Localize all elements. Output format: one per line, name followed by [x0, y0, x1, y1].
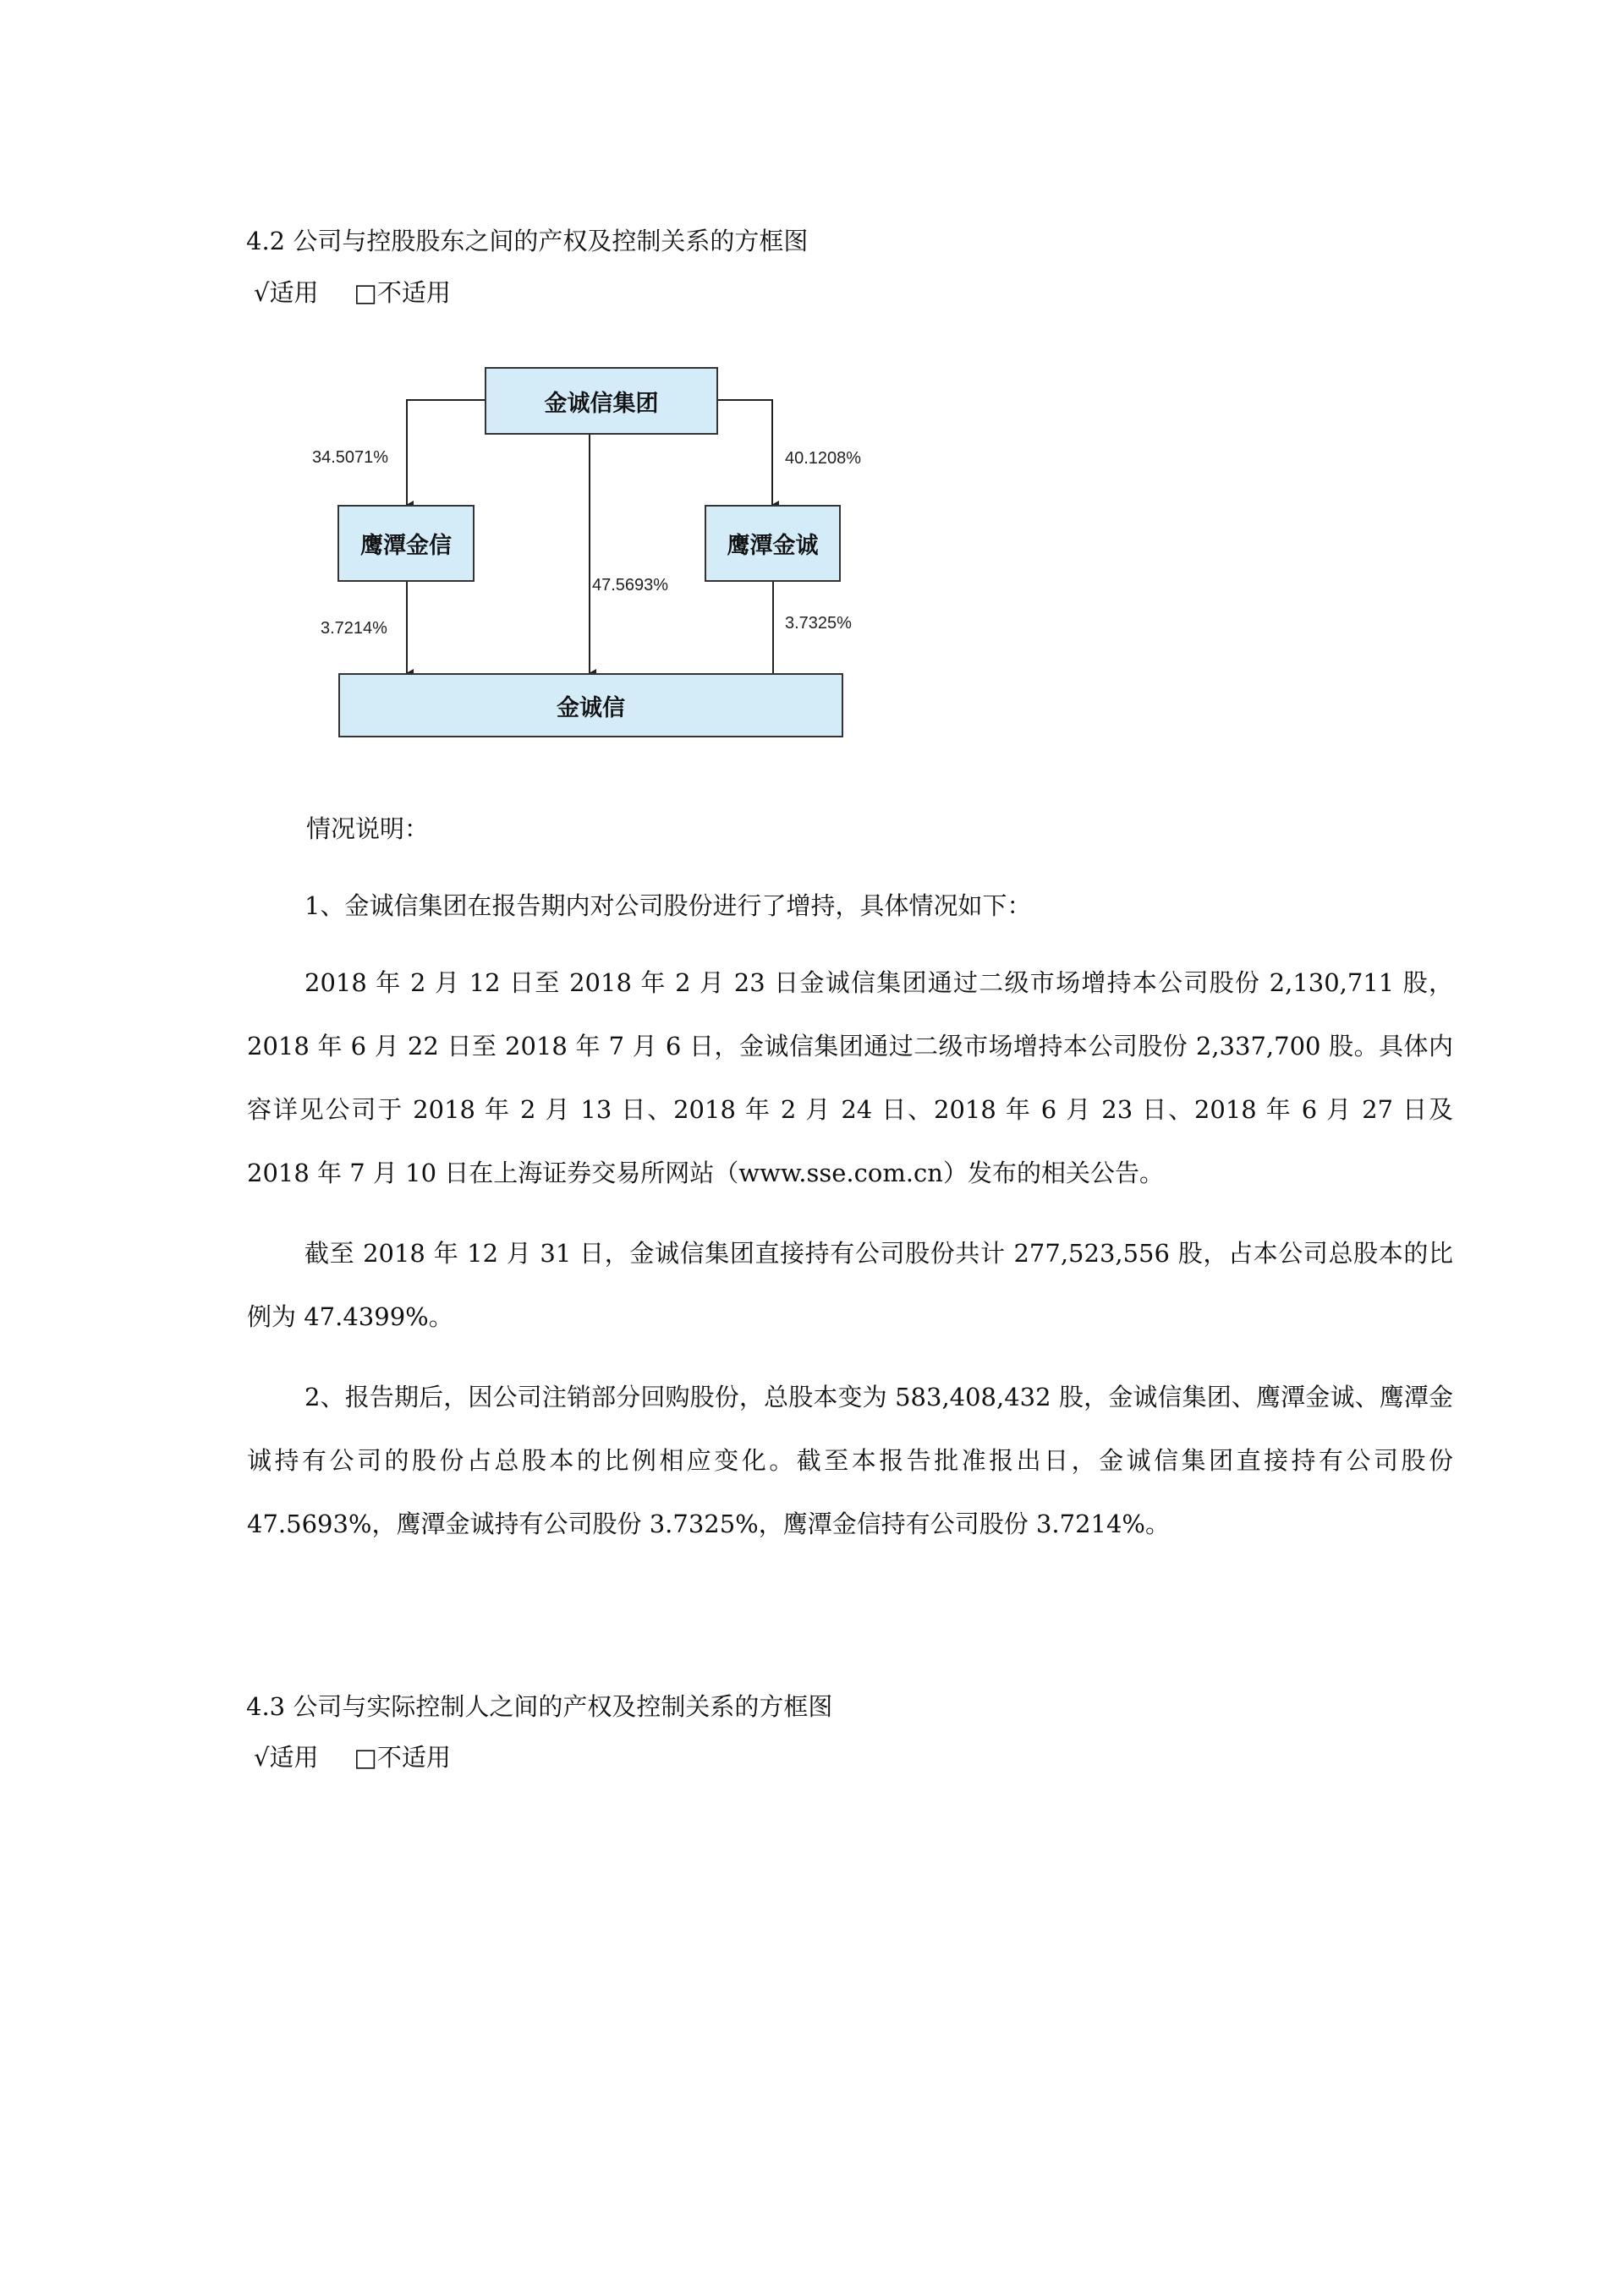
note-paragraph-1: 1、金诚信集团在报告期内对公司股份进行了增持，具体情况如下：: [304, 891, 1032, 920]
diagram-connectors: [0, 0, 1624, 761]
node-jinchengxin-group: [485, 367, 718, 435]
node-yingtan-jincheng: [705, 505, 841, 582]
section-4-2-heading: 4.2 公司与控股股东之间的产权及控制关系的方框图: [246, 227, 809, 255]
edge-label-group-to-company: 47.5693%: [592, 576, 669, 595]
not-applicable-unchecked-option: □不适用: [354, 1743, 451, 1772]
note-paragraph-4: 2、报告期后，因公司注销部分回购股份，总股本变为 583,408,432 股，金诚信集团、鹰潭金诚、鹰潭金诚持有公司的股份占总股本的比例相应变化。截至本报告批准报出日，金诚信集团直接持有公司股份 47.5693%，鹰潭金诚持有公司股份 3.7325%，鹰潭金信持有公司股份 3.7214%。: [247, 1383, 1453, 1538]
note-paragraph-2: 2018 年 2 月 12 日至 2018 年 2 月 23 日金诚信集团通过二级市场增持本公司股份 2,130,711 股，2018 年 6 月 22 日至 2018 年 7 月 6 日，金诚信集团通过二级市场增持本公司股份 2,337,700 股。具体内容详见公司于 2018 年 2 月 13 日、2018 年 2 月 24 日、2018 年 6 月 23 日、2018 年 6 月 27 日及 2018 年 7 月 10 日在上海证券交易所网站（www.sse.com.cn）发布的相关公告。: [247, 968, 1453, 1187]
node-label: 金诚信: [557, 694, 625, 721]
edge-label-group-to-jincheng: 40.1208%: [785, 449, 862, 468]
applicable-checked-option: √适用: [254, 278, 319, 307]
node-yingtan-jinxin: [337, 505, 475, 582]
node-jinchengxin-company: [338, 673, 843, 737]
edge-label-group-to-jinxin: 34.5071%: [312, 448, 389, 467]
applicable-checked-option: √适用: [254, 1743, 319, 1772]
node-label: 金诚信集团: [544, 390, 659, 417]
section-4-3-applicability: [254, 1743, 451, 1772]
node-label: 鹰潭金信: [360, 533, 452, 559]
notes-label: 情况说明：: [306, 814, 430, 843]
section-4-3-heading: 4.3 公司与实际控制人之间的产权及控制关系的方框图: [246, 1692, 833, 1721]
edge-label-jinxin-to-company: 3.7214%: [321, 619, 387, 638]
section-4-2-applicability: [254, 278, 451, 307]
note-paragraph-3: 截至 2018 年 12 月 31 日，金诚信集团直接持有公司股份共计 277,523,556 股，占本公司总股本的比例为 47.4399%。: [247, 1239, 1453, 1331]
edge-group-to-jincheng: [717, 400, 772, 505]
edge-label-jincheng-to-company: 3.7325%: [785, 614, 852, 633]
node-label: 鹰潭金诚: [727, 533, 819, 559]
notes-body: [247, 874, 1453, 1556]
not-applicable-unchecked-option: □不适用: [354, 278, 451, 307]
edge-group-to-jinxin: [407, 400, 485, 505]
